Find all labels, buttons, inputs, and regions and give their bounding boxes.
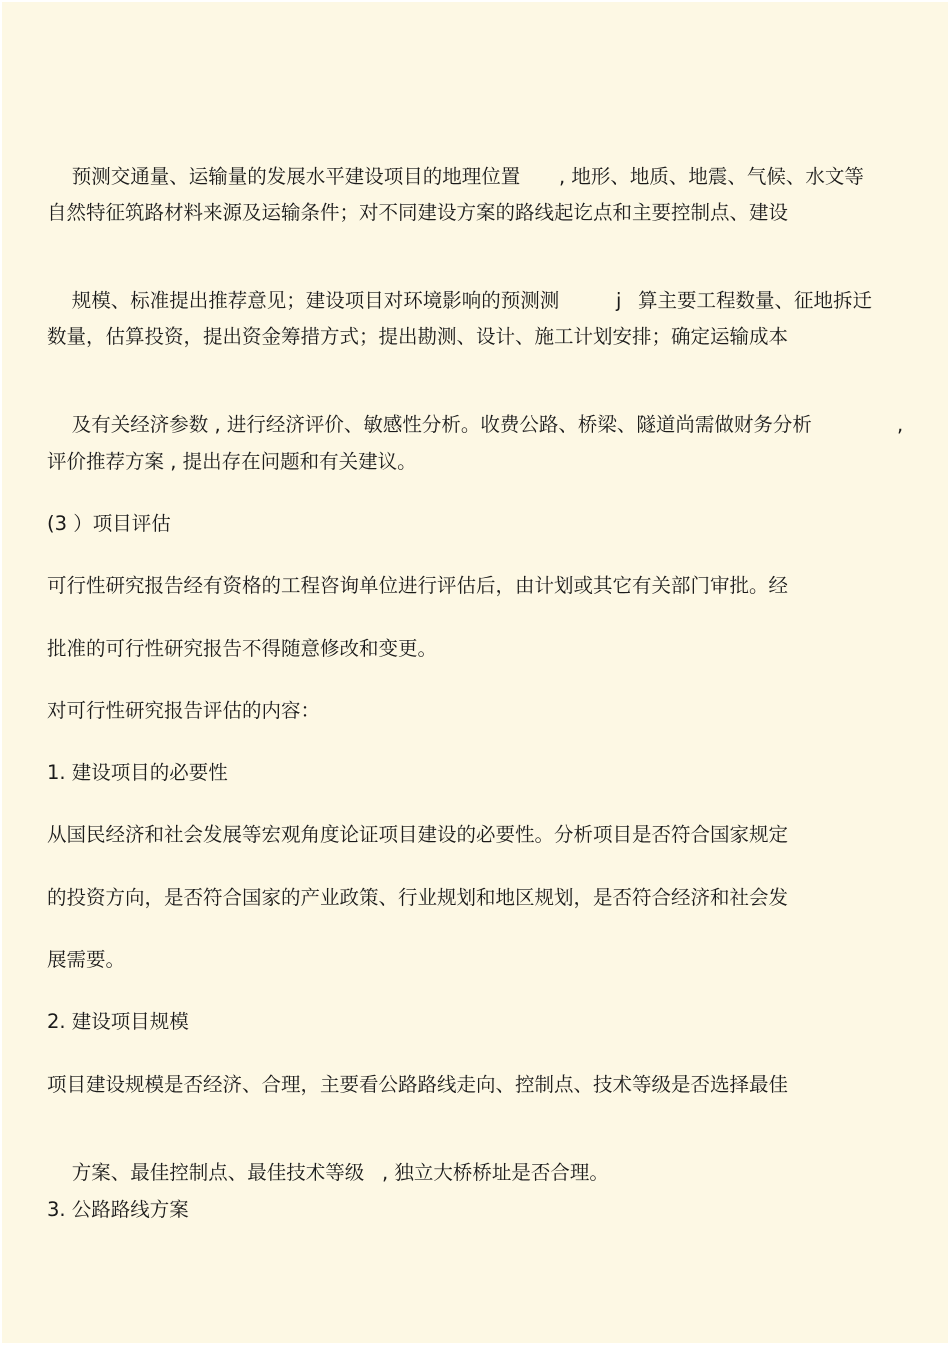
subsection-heading: 2. 建设项目规模 bbox=[47, 1010, 189, 1033]
text-line: 数量，估算投资，提出资金筹措方式；提出勘测、设计、施工计划安排；确定运输成本 bbox=[47, 325, 789, 348]
text-segment: , bbox=[897, 413, 904, 436]
subsection-heading: 1. 建设项目的必要性 bbox=[47, 761, 228, 784]
document-page bbox=[2, 2, 948, 1343]
text-segment: 预测交通量、运输量的发展水平建设项目的地理位置 bbox=[71, 165, 521, 188]
subsection-heading: 3. 公路路线方案 bbox=[47, 1198, 189, 1221]
text-line: 对可行性研究报告评估的内容： bbox=[47, 699, 321, 722]
text-line: 批准的可行性研究报告不得随意修改和变更。 bbox=[47, 637, 438, 660]
text-segment: j bbox=[616, 289, 622, 312]
text-segment: 算主要工程数量、征地拆迁 bbox=[638, 289, 873, 312]
text-line: 可行性研究报告经有资格的工程咨询单位进行评估后，由计划或其它有关部门审批。经 bbox=[47, 574, 789, 597]
text-line: 自然特征筑路材料来源及运输条件；对不同建设方案的路线起讫点和主要控制点、建设 bbox=[47, 201, 789, 224]
text-line: 的投资方向，是否符合国家的产业政策、行业规划和地区规划，是否符合经济和社会发 bbox=[47, 886, 789, 909]
text-line: 展需要。 bbox=[47, 948, 126, 971]
section-heading: (3 ）项目评估 bbox=[47, 512, 171, 535]
text-segment: 规模、标准提出推荐意见；建设项目对环境影响的预测测 bbox=[71, 289, 560, 312]
text-line: 评价推荐方案 , 提出存在问题和有关建议。 bbox=[47, 450, 417, 473]
text-segment: 方案、最佳控制点、最佳技术等级 bbox=[71, 1161, 365, 1184]
text-segment: , 独立大桥桥址是否合理。 bbox=[382, 1161, 609, 1184]
text-line: 项目建设规模是否经济、合理，主要看公路路线走向、控制点、技术等级是否选择最佳 bbox=[47, 1073, 789, 1096]
text-segment: 及有关经济参数 , 进行经济评价、敏感性分析。收费公路、桥梁、隧道尚需做财务分析 bbox=[71, 413, 812, 436]
text-line: 从国民经济和社会发展等宏观角度论证项目建设的必要性。分析项目是否符合国家规定 bbox=[47, 823, 789, 846]
text-segment: , 地形、地质、地震、气候、水文等 bbox=[559, 165, 864, 188]
